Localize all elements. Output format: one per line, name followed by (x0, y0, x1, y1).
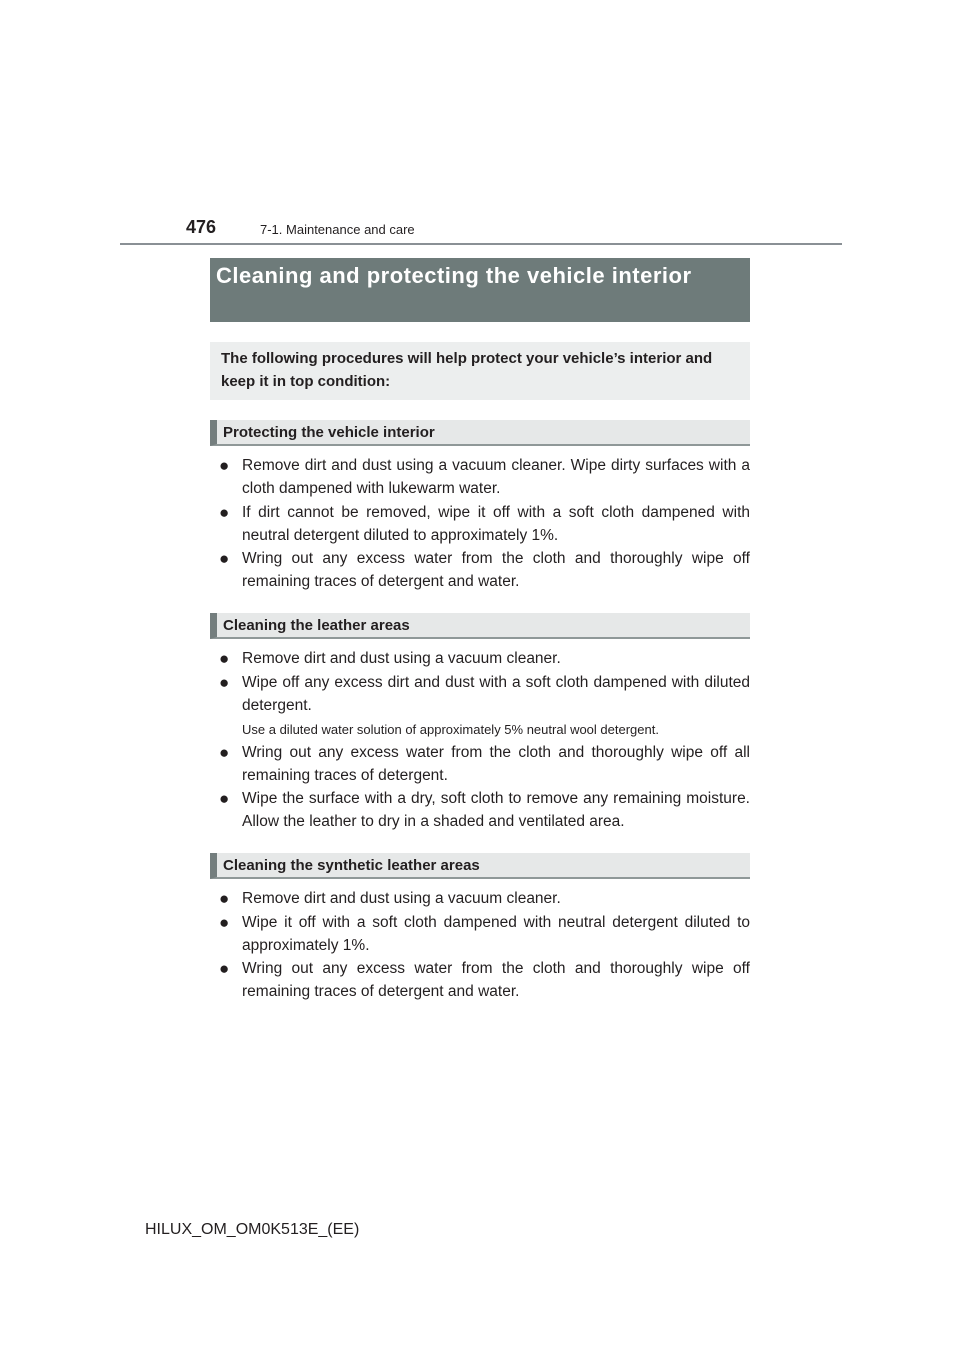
leather-areas-list-continued (210, 741, 750, 834)
protecting-interior-list (210, 454, 750, 593)
list-item: ● Wipe off any excess dirt and dust with a soft cloth dampened with diluted detergent. (219, 672, 750, 714)
subheading-protecting-interior: Protecting the vehicle interior (210, 420, 750, 446)
list-item: ● Wipe it off with a soft cloth dampened with neutral detergent diluted to approximately 1%. (219, 912, 750, 954)
detergent-note: Use a diluted water solution of approximately 5% neutral wool detergent. (242, 721, 659, 737)
bullet-icon: ● (219, 889, 230, 908)
page-header (120, 215, 842, 245)
document-code-footer: HILUX_OM_OM0K513E_(EE) (145, 1221, 360, 1238)
intro-box: The following procedures will help protect your vehicle’s interior and keep it in top condition: (210, 342, 750, 400)
bullet-icon: ● (219, 649, 230, 668)
page-content (210, 258, 750, 1004)
list-item: ● Remove dirt and dust using a vacuum cleaner. Wipe dirty surfaces with a cloth dampened with lukewarm water. (219, 456, 750, 497)
list-item: ● Wring out any excess water from the cloth and thoroughly wipe off all remaining traces of detergent. (219, 742, 750, 784)
list-item: ● Remove dirt and dust using a vacuum cleaner. (219, 649, 561, 668)
list-item: ● Wring out any excess water from the cloth and thoroughly wipe off remaining traces of detergent and water. (219, 959, 750, 1000)
bullet-icon: ● (219, 672, 230, 692)
bullet-icon: ● (219, 502, 230, 522)
list-item: ● If dirt cannot be removed, wipe it off with a soft cloth dampened with neutral detergent diluted to approximately 1%. (219, 502, 750, 544)
synthetic-leather-list (210, 887, 750, 1003)
bullet-icon: ● (219, 959, 230, 978)
page-title: Cleaning and protecting the vehicle interior (210, 258, 750, 322)
leather-areas-list (210, 647, 750, 717)
bullet-icon: ● (219, 742, 230, 762)
bullet-icon: ● (219, 912, 230, 932)
list-item: ● Remove dirt and dust using a vacuum cleaner. (219, 889, 561, 908)
subheading-synthetic-leather-areas: Cleaning the synthetic leather areas (210, 853, 750, 879)
bullet-icon: ● (219, 456, 230, 475)
chapter-label: 7-1. Maintenance and care (260, 222, 415, 237)
list-item: ● Wring out any excess water from the cloth and thoroughly wipe off remaining traces of detergent and water. (219, 549, 750, 590)
page-number: 476 (186, 217, 217, 237)
bullet-icon: ● (219, 549, 230, 568)
subheading-leather-areas: Cleaning the leather areas (210, 613, 750, 639)
bullet-icon: ● (219, 789, 230, 808)
list-item: ● Wipe the surface with a dry, soft cloth to remove any remaining moisture. Allow the leather to dry in a shaded and ventilated area. (219, 789, 750, 830)
header-divider (120, 243, 842, 245)
